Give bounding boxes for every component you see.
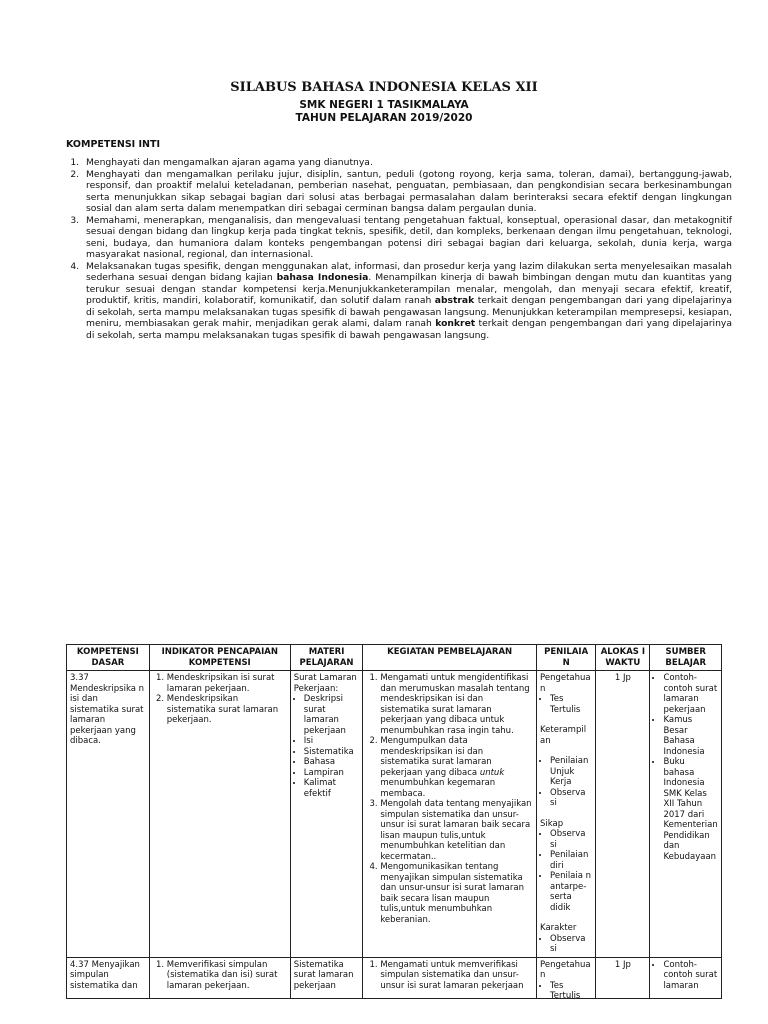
syllabus-table [66, 644, 722, 999]
materi-item: • Isi [304, 736, 360, 747]
sumber-clip [653, 960, 718, 996]
sumber-item: • Contoh-contoh surat lamaran [663, 960, 718, 992]
ki-item-4 [82, 261, 732, 342]
penilaian-sikap: Sikap [540, 818, 564, 829]
kegiatan-italic: untuk [479, 767, 505, 778]
table-row [67, 957, 722, 998]
ki4-bold-konkret: konkret [435, 318, 476, 329]
header-alokasi: ALOKAS I WAKTU [596, 645, 650, 671]
ipk-cell [149, 957, 290, 998]
materi-item: • Bahasa [304, 757, 360, 768]
ipk-cell [149, 671, 290, 958]
kegiatan-text: menumbuhkan kegemaran membaca. [380, 778, 496, 799]
ki-item-2: 2. Menghayati dan mengamalkan perilaku jujur, disiplin, santun, peduli (gotong royong, kerja sama, toleran, damai), bertanggung-jawab, responsif, dan proaktif melalui keteladanan, pemberian nasehat, penguatan, pembiasaan, dan pengkondisian secara berkesinambungan serta menunjukkan sikap sebagai bagian dari solusi atas berbagai permasalahan dalam berinteraksi secara efektif dengan lingkungan sosial dan alam serta dalam menempatkan diri sebagai cerminan bangsa dalam pergaulan dunia. [82, 169, 732, 215]
ipk-item: 1. Memverifikasi simpulan (sistematika dan isi) surat lamaran pekerjaan. [167, 960, 287, 992]
header-penilaian: PENILAIA N [537, 645, 596, 671]
penilaian-item: • Observa si [550, 934, 592, 955]
penilaian-clip [540, 959, 592, 1001]
penilaian-pengetahuan: Pengetahua n [540, 673, 591, 694]
materi-item: • Lampiran [304, 768, 360, 779]
kd-cell [67, 957, 150, 998]
penilaian-cell [537, 957, 596, 1001]
kegiatan-item: 4. Mengomunikasikan tentang menyajikan simpulan sistematika dan unsur-unsur isi surat lamaran baik secara lisan maupun tulis,untuk menumbuhkan keberanian. [380, 862, 533, 925]
kegiatan-cell [363, 671, 537, 958]
header-materi: MATERI PELAJARAN [290, 645, 363, 671]
header-indikator: INDIKATOR PENCAPAIAN KOMPETENSI [149, 645, 290, 671]
sumber-cell [650, 671, 722, 958]
penilaian-item: • Tes Tertulis [550, 694, 592, 715]
materi-text: Sistematika surat lamaran pekerjaan [293, 959, 354, 991]
penilaian-item: • Observa si [550, 829, 592, 850]
ki-item-1: 1. Menghayati dan mengamalkan ajaran agama yang dianutnya. [82, 157, 732, 169]
penilaian-keterampilan: Keterampil an [540, 725, 587, 746]
penilaian-item: • Tes Tertulis [550, 981, 592, 1002]
kd-text: 4.37 Menyajikan simpulan sistematika dan [70, 959, 140, 991]
materi-cell [290, 957, 363, 998]
alokasi-text: 1 Jp [614, 959, 631, 970]
kd-cell: 3.37 Mendeskripsika n isi dan sistematika surat lamaran pekerjaan yang dibaca. [67, 671, 150, 958]
sumber-item: • Buku bahasa Indonesia SMK Kelas XII Tahun 2017 dari Kementerian Pendidikan dan Kebudayaan [663, 757, 718, 862]
ki4-text-e: terkait dengan pengembangan dari yang dipelajarinya di sekolah, serta mampu melaksanakan tugas spesifik di bawah pengawasan langsung. Menunjukkan keterampilan mempresepsi, kesiapan, meniru, membiasakan gerak mahir, menjadikan gerak alami, dalam ranah [86, 295, 732, 329]
ki4-bold-abstrak: abstrak [434, 295, 475, 306]
kompetensi-inti-heading: KOMPETENSI INTI [66, 139, 161, 150]
penilaian-item: • Penilaia n antarpe- serta didik [550, 871, 592, 913]
ki4-text-c: . Menampilkan kinerja di bawah bimbingan dengan mutu dan kuantitas yang terukur sesuai dengan standar kompetensi kerja.Menunjukkanketerampilan menalar, mengolah, dan menyaji secara efektif, kreatif, produktif, kritis, mandiri, kolaboratif, komunikatif, dan solutif dalam ranah [86, 272, 732, 306]
kompetensi-inti-list [66, 157, 732, 341]
ki4-bold-bahasa: bahasa Indonesia [276, 272, 369, 283]
materi-title: Surat Lamaran Pekerjaan: [293, 673, 357, 694]
header-kegiatan: KEGIATAN PEMBELAJARAN [363, 645, 537, 671]
academic-year: TAHUN PELAJARAN 2019/2020 [295, 112, 473, 124]
penilaian-item: • Observa si [550, 788, 592, 809]
table-header-row [67, 645, 722, 671]
penilaian-cell [537, 671, 596, 958]
kegiatan-cell [363, 957, 537, 998]
materi-item: • Sistematika [304, 747, 360, 758]
kegiatan-item: 3. Mengolah data tentang menyajikan simpulan sistematika dan unsur-unsur isi surat lamaran baik secara lisan maupun tulis,untuk menumbuhkan ketelitian dan kecermatan.. [380, 799, 533, 862]
materi-cell [290, 671, 363, 958]
header-kompetensi-dasar: KOMPETENSI DASAR [67, 645, 150, 671]
sumber-item: • Kamus Besar Bahasa Indonesia [663, 715, 718, 757]
kegiatan-item [380, 736, 533, 799]
kegiatan-text: Mengumpulkan data mendeskripsikan isi dan sistematika surat lamaran pekerjaan yang dibaca [380, 736, 492, 778]
ipk-clip [153, 960, 287, 996]
school-name: SMK NEGERI 1 TASIKMALAYA [299, 99, 469, 111]
penilaian-item: • Penilaian diri [550, 850, 592, 871]
ki4-text-g: terkait dengan pengembangan dari yang dipelajarinya di sekolah, serta mampu melaksanakan tugas spesifik di bawah pengawasan langsung. [86, 318, 732, 341]
kegiatan-item: 1. Mengamati untuk mengidentifikasi dan merumuskan masalah tentang mendeskripsikan isi dan sistematika surat lamaran pekerjaan yang dibaca untuk menumbuhkan rasa ingin tahu. [380, 673, 533, 736]
ipk-item: 1. Mendeskripsikan isi surat lamaran pekerjaan. [167, 673, 287, 694]
ki4-text-a: Melaksanakan tugas spesifik, dengan menggunakan alat, informasi, dan prosedur kerja yang lazim dilakukan serta menyelesaikan masalah sederhana sesuai dengan bidang kajian [86, 260, 732, 283]
sumber-item: • Contoh-contoh surat lamaran pekerjaan [663, 673, 718, 715]
table-row [67, 671, 722, 958]
ki-item-3: 3. Memahami, menerapkan, menganalisis, dan mengevaluasi tentang pengetahuan faktual, konseptual, operasional dasar, dan metakognitif sesuai dengan bidang dan lingkup kerja pada tingkat teknis, spesifik, detil, dan kompleks, berkenaan dengan ilmu pengetahuan, teknologi, seni, budaya, dan humaniora dalam konteks pengembangan potensi diri sebagai bagian dari keluarga, sekolah, dunia kerja, warga masyarakat nasional, regional, dan internasional. [82, 215, 732, 261]
ipk-item: 2. Mendeskripsikan sistematika surat lamaran pekerjaan. [167, 694, 287, 726]
kegiatan-clip [366, 960, 533, 996]
materi-item: • Kalimat efektif [304, 778, 360, 799]
sumber-cell [650, 957, 722, 998]
kegiatan-item: 1. Mengamati untuk memverifikasi simpulan sistematika dan unsur-unsur isi surat lamaran pekerjaan [380, 960, 533, 992]
penilaian-item: • Penilaian Unjuk Kerja [550, 756, 592, 788]
materi-item: • Deskripsi surat lamaran pekerjaan [304, 694, 360, 736]
penilaian-pengetahuan: Pengetahua n [540, 959, 591, 980]
document-title: SILABUS BAHASA INDONESIA KELAS XII [230, 80, 538, 95]
header-sumber: SUMBER BELAJAR [650, 645, 722, 671]
alokasi-cell: 1 Jp [596, 671, 650, 958]
alokasi-cell [596, 957, 650, 998]
penilaian-karakter: Karakter [540, 923, 577, 933]
